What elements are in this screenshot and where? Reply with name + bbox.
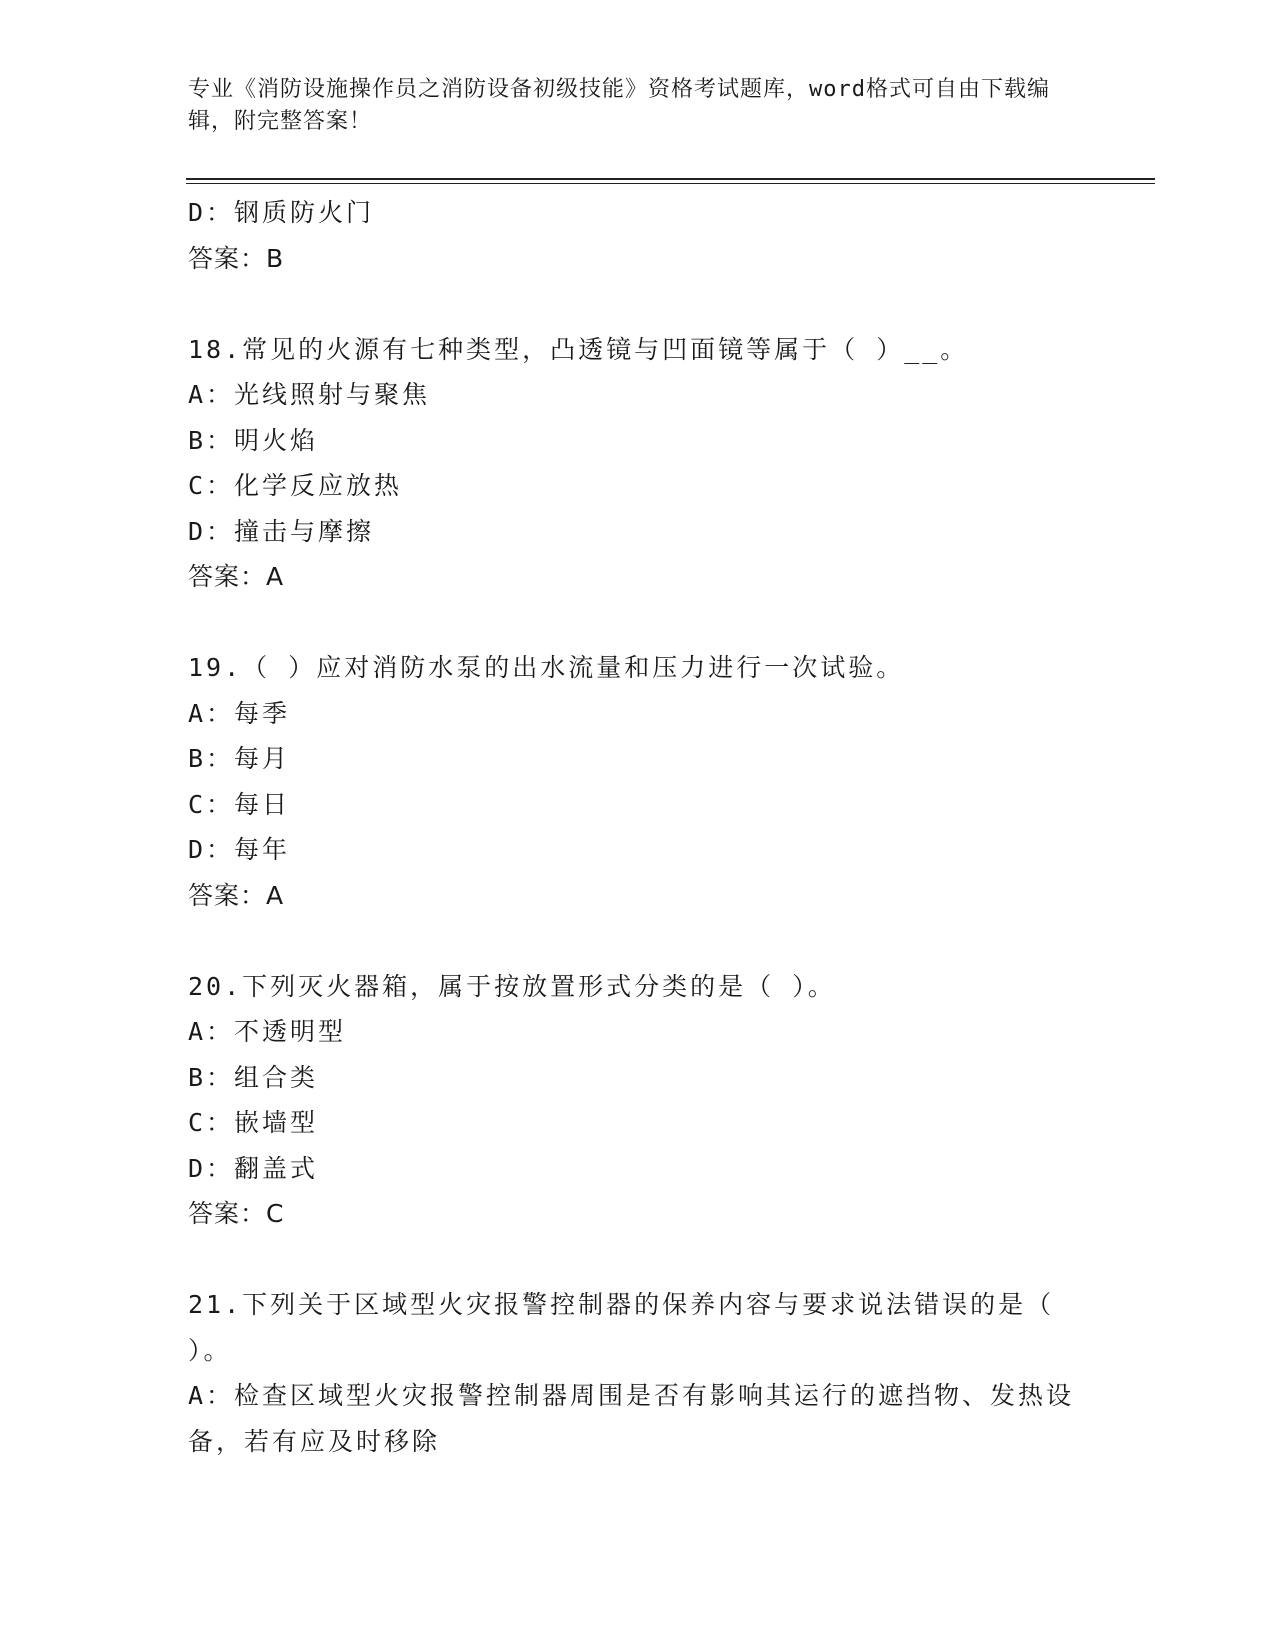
question-20 — [188, 964, 1088, 1237]
answer-line: 答案：B — [188, 243, 285, 273]
option-a: A：检查区域型火灾报警控制器周围是否有影响其运行的遮挡物、发热设备，若有应及时移除 — [188, 1381, 1075, 1456]
answer-line: 答案：C — [188, 1199, 285, 1228]
question-19 — [188, 645, 1088, 918]
header-divider-thick — [186, 178, 1155, 180]
option-b: B：组合类 — [188, 1062, 319, 1092]
option-a: A：每季 — [188, 698, 291, 728]
question-21 — [188, 1282, 1088, 1464]
option-b: B：每月 — [188, 744, 291, 773]
option-d: D：每年 — [188, 835, 291, 864]
document-header: 专业《消防设施操作员之消防设备初级技能》资格考试题库，word格式可自由下载编辑，附完整答案！ — [188, 77, 1050, 134]
question-stem: 20.下列灭火器箱，属于按放置形式分类的是（ ）。 — [188, 971, 836, 1001]
option-c: C：嵌墙型 — [188, 1108, 319, 1137]
option-d: D：钢质防火门 — [188, 198, 375, 227]
question-list — [188, 190, 1088, 1464]
question-18 — [188, 327, 1088, 600]
option-d: D：撞击与摩擦 — [188, 516, 375, 546]
option-a: A：不透明型 — [188, 1017, 347, 1046]
question-stem: 19.（ ）应对消防水泵的出水流量和压力进行一次试验。 — [188, 653, 905, 682]
answer-line: 答案：A — [188, 562, 285, 591]
header-divider-thin — [186, 183, 1155, 184]
option-b: B：明火焰 — [188, 425, 319, 455]
question-stem: 21.下列关于区域型火灾报警控制器的保养内容与要求说法错误的是（ ）。 — [188, 1290, 1055, 1365]
option-a: A：光线照射与聚焦 — [188, 380, 431, 409]
question-stem: 18.常见的火源有七种类型，凸透镜与凹面镜等属于（ ）__。 — [188, 334, 969, 364]
answer-line: 答案：A — [188, 880, 285, 910]
option-d: D：翻盖式 — [188, 1153, 319, 1183]
option-c: C：化学反应放热 — [188, 471, 403, 500]
option-c: C：每日 — [188, 789, 291, 819]
